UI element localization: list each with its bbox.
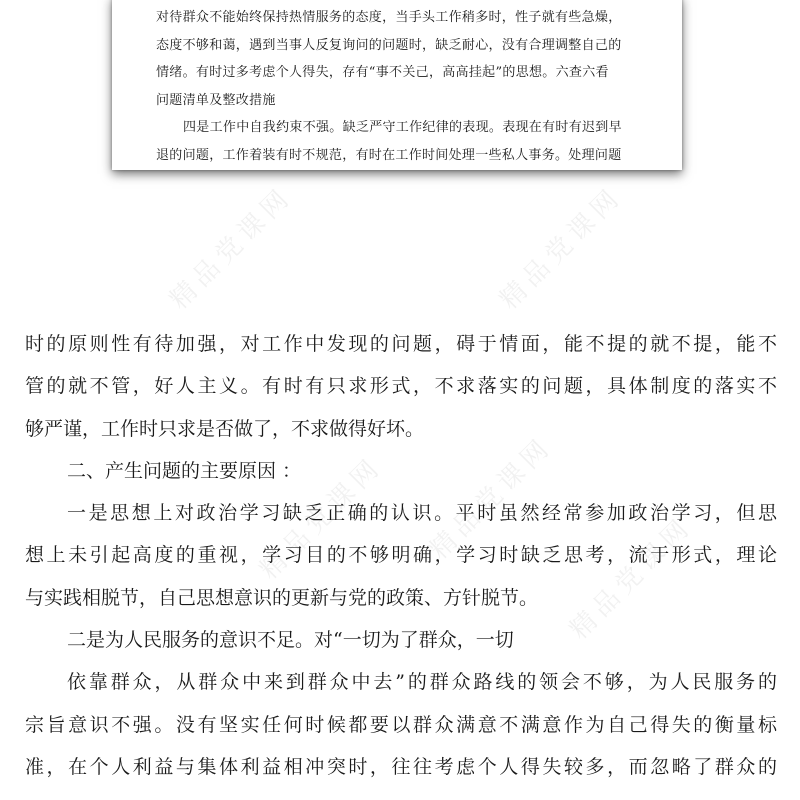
body-line: 够严谨，工作时只求是否做了，不求做得好坏。 bbox=[25, 417, 425, 440]
preview-line: 退的问题，工作着装有时不规范，有时在工作时间处理一些私人事务。处理问题 bbox=[156, 147, 622, 163]
body-line: 管的就不管，好人主义。有时有只求形式，不求落实的问题，具体制度的落实不 bbox=[25, 375, 777, 398]
watermark: 精品党课网 bbox=[424, 431, 559, 566]
preview-line: 对待群众不能始终保持热情服务的态度，当手头工作稍多时，性子就有些急燥， bbox=[156, 10, 622, 25]
body-line: 依靠群众，从群众中来到群众中去”的群众路线的领会不够，为人民服务的 bbox=[67, 671, 777, 694]
preview-line: 问题清单及整改措施 bbox=[156, 92, 276, 108]
body-line: 一是思想上对政治学习缺乏正确的认识。平时虽然经常参加政治学习，但思 bbox=[67, 502, 777, 525]
body-line: 准，在个人利益与集体利益相冲突时，往往考虑个人得失较多，而忽略了群众的 bbox=[25, 755, 777, 778]
document-page-preview bbox=[112, 0, 682, 170]
document-body bbox=[25, 323, 777, 788]
preview-line: 四是工作中自我约束不强。缺乏严守工作纪律的表现。表现在有时有迟到早 bbox=[183, 120, 622, 135]
preview-line: 态度不够和蔼，遇到当事人反复询问的问题时，缺乏耐心，没有合理调整自己的 bbox=[156, 37, 622, 53]
section-heading: 二、产生问题的主要原因 ： bbox=[67, 459, 302, 482]
body-line: 与实践相脱节，自己思想意识的更新与党的政策、方针脱节。 bbox=[25, 586, 539, 609]
watermark: 精品党课网 bbox=[564, 511, 699, 646]
preview-line: 情绪。有时过多考虑个人得失，存有“事不关己，高高挂起”的思想。六查六看 bbox=[156, 65, 609, 80]
watermark: 精品党课网 bbox=[494, 181, 629, 316]
body-line: 想上未引起高度的重视，学习目的不够明确，学习时缺乏思考，流于形式，理论 bbox=[25, 544, 777, 567]
watermark: 精品党课网 bbox=[164, 181, 299, 316]
body-line: 时的原则性有待加强，对工作中发现的问题，碍于情面，能不提的就不提，能不 bbox=[25, 333, 777, 355]
watermark: 精品党课网 bbox=[254, 451, 389, 586]
body-line: 二是为人民服务的意识不足。对“一切为了群众，一切 bbox=[67, 629, 514, 652]
body-line: 宗旨意识不强。没有坚实任何时候都要以群众满意不满意作为自己得失的衡量标 bbox=[25, 713, 777, 736]
